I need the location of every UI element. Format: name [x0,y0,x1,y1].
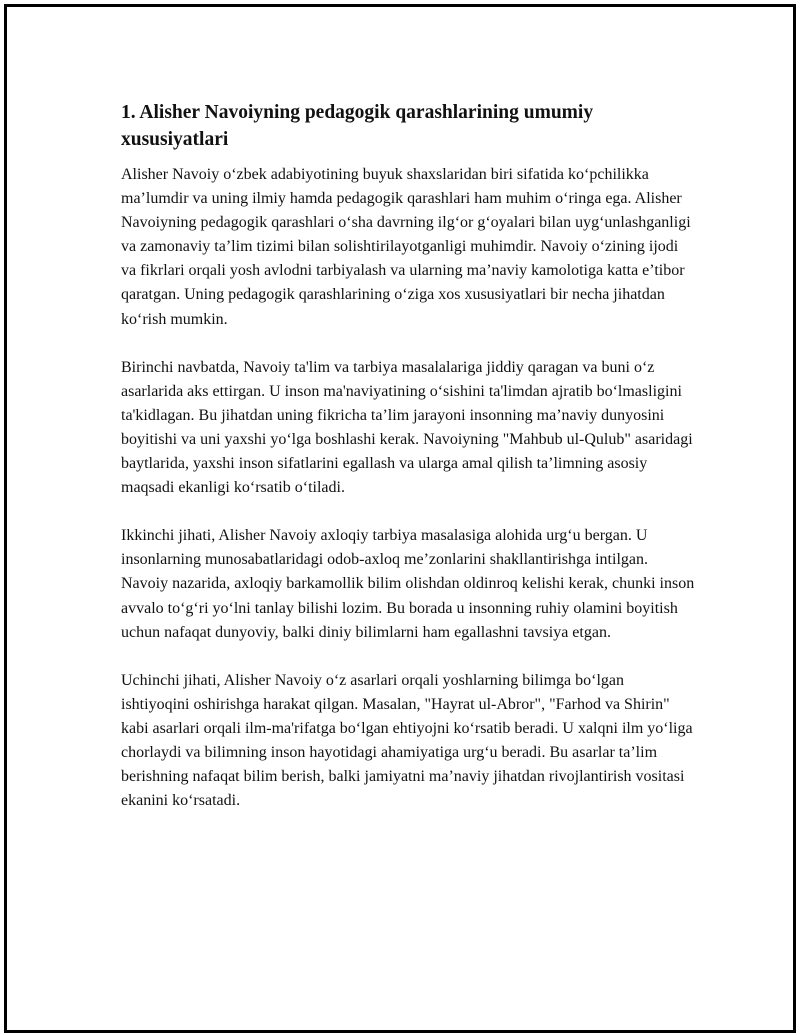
paragraph-2: Birinchi navbatda, Navoiy ta'lim va tarbiya masalalariga jiddiy qaragan va buni o‘z asarlarida aks ettirgan. U inson ma'naviyatining o‘sishini ta'limdan ajratib bo‘lmasligini ta'kidlagan. Bu jihatdan uning fikricha ta’lim jarayoni insonning ma’naviy dunyosini boyitishi va uni yaxshi yo‘lga boshlashi kerak. Navoiyning "Mahbub ul-Qulub" asaridagi baytlarida, yaxshi inson sifatlarini egallash va ularga amal qilish ta’limning asosiy maqsadi ekanligi ko‘rsatib o‘tiladi. [121,358,693,497]
section-title: 1. Alisher Navoiyning pedagogik qarashlarining umumiy xususiyatlari [121,102,594,150]
paragraph-3: Ikkinchi jihati, Alisher Navoiy axloqiy tarbiya masalasiga alohida urg‘u bergan. U insonlarning munosabatlaridagi odob-axloq me’zonlarini shakllantirishga intilgan. Navoiy nazarida, axloqiy barkamollik bilim olishdan oldinroq kelishi kerak, chunki inson avvalo to‘g‘ri yo‘lni tanlay bilishi lozim. Bu borada u insonning ruhiy olamini boyitish uchun nafaqat dunyoviy, balki diniy bilimlarni ham egallashni tavsiya etgan. [121,527,695,641]
document-body [121,99,695,837]
paragraph-1: Alisher Navoiy o‘zbek adabiyotining buyuk shaxslaridan biri sifatida ko‘pchilikka ma’lumdir va uning ilmiy hamda pedagogik qarashlari ham muhim o‘ringa ega. Alisher Navoiyning pedagogik qarashlari o‘sha davrning ilg‘or g‘oyalari bilan uyg‘unlashganligi va zamonaviy ta’lim tizimi bilan solishtirilayotganligi muhimdir. Navoiy o‘zining ijodi va fikrlari orqali yosh avlodni tarbiyalash va ularning ma’naviy kamolotiga katta e’tibor qaratgan. Uning pedagogik qarashlarining o‘ziga xos xususiyatlari bir necha jihatdan ko‘rish mumkin. [121,166,691,328]
paragraph-4: Uchinchi jihati, Alisher Navoiy o‘z asarlari orqali yoshlarning bilimga bo‘lgan ishtiyoqini oshirishga harakat qilgan. Masalan, "Hayrat ul-Abror", "Farhod va Shirin" kabi asarlari orqali ilm-ma'rifatga bo‘lgan ehtiyojni ko‘rsatib beradi. U xalqni ilm yo‘liga chorlaydi va bilimning inson hayotidagi ahamiyatiga urg‘u beradi. Bu asarlar ta’lim berishning nafaqat bilim berish, balki jamiyatni ma’naviy jihatdan rivojlantirish vositasi ekanini ko‘rsatadi. [121,671,693,810]
page-frame [4,4,796,1033]
